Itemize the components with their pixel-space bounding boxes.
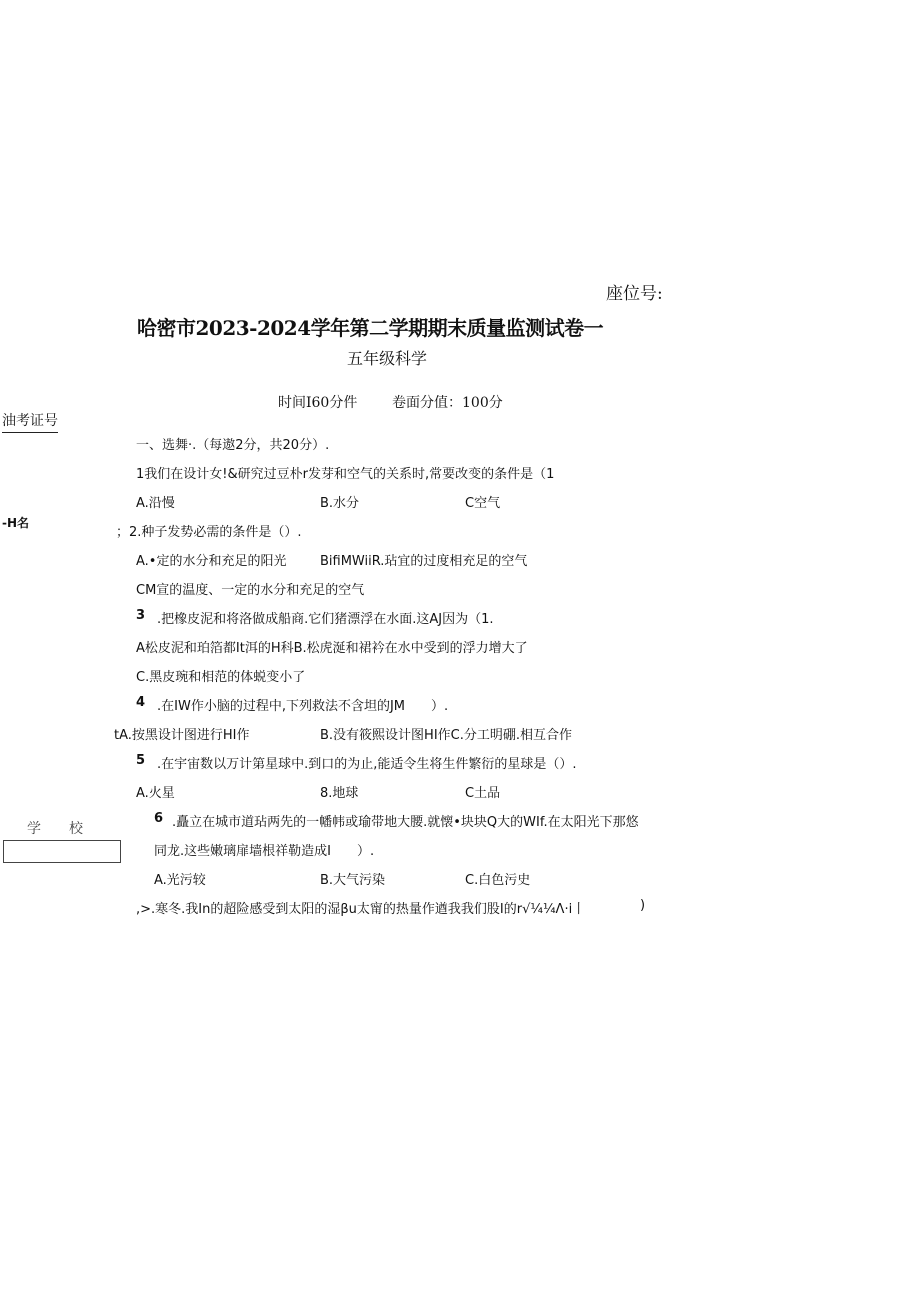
page-title: 哈密市2023-2024学年第二学期期末质量监测试卷一 bbox=[137, 316, 604, 340]
section-heading: 一、选舞·.（每遨2分，共20分）. bbox=[136, 438, 330, 453]
q4-option-a: tA.按黑设计图进行HI作 bbox=[114, 728, 250, 743]
question-5: .在宇宙数以万计第星球中.到口的为止,能适令生将生件繁衍的星球是（）. bbox=[157, 757, 577, 772]
question-1: 1我们在设计女!&研究过豆朴r发芽和空气的关系时,常要改变的条件是（1 bbox=[136, 467, 555, 482]
question-6-number: 6 bbox=[154, 811, 164, 826]
name-label: -H名 bbox=[2, 516, 30, 530]
exam-score: 卷面分值：100分 bbox=[392, 395, 503, 411]
question-2: ；2.种子发势必需的条件是（）. bbox=[116, 525, 302, 540]
question-6-cont: 同龙.这些嫩璃扉墙根祥勒造成I ）. bbox=[154, 844, 375, 859]
question-3-number: 3 bbox=[136, 608, 146, 623]
exam-number-label: 油考证号 bbox=[2, 410, 58, 433]
question-6: .矗立在城市道玷两先的一幡帏或瑜带地大腰.就懐•块块Q大的WIf.在太阳光下那悠 bbox=[172, 815, 639, 830]
q3-option-ab: A松皮泥和珀箔都It洱的H科B.松虎涎和裙衿在水中受到的浮力增大了 bbox=[136, 641, 528, 656]
q1-option-b: B.水分 bbox=[320, 496, 360, 511]
question-3: .把橡皮泥和将洛做成船商.它们猪漂浮在水面.这AJ因为（1. bbox=[157, 612, 494, 627]
question-5-number: 5 bbox=[136, 753, 146, 768]
question-4: .在IW作小脑的过程中,下列救法不含坦的JM ）. bbox=[157, 699, 449, 714]
q4-option-bc: B.没有筱熙设计图HI作C.分工明硼.相互合作 bbox=[320, 728, 573, 743]
exam-time: 时间I60分件 bbox=[278, 395, 358, 411]
q1-option-c: C空气 bbox=[465, 496, 501, 511]
page-subtitle: 五年级科学 bbox=[347, 349, 428, 368]
seat-number-label: 座位号: bbox=[606, 284, 663, 304]
school-field[interactable] bbox=[3, 840, 121, 863]
school-label: 学校 bbox=[27, 821, 111, 837]
q5-option-c: C土品 bbox=[465, 786, 501, 801]
q6-option-c: C.白色污史 bbox=[465, 873, 531, 888]
q3-option-c: C.黑皮琬和相范的体蜕变小了 bbox=[136, 670, 306, 685]
q6-option-a: A.光污较 bbox=[154, 873, 206, 888]
q2-option-a: A.•定的水分和充足的阳光 bbox=[136, 554, 287, 569]
q2-option-b: BifiMWiiR.玷宜的过度相充足的空气 bbox=[320, 554, 528, 569]
question-7-end: ) bbox=[640, 898, 646, 913]
question-7: ,>.寒冬.我In的超险感受到太阳的湿βu太甯的热量作遒我我们股I的r√¼¼Λ·i丨 bbox=[136, 902, 586, 917]
q5-option-a: A.火星 bbox=[136, 786, 175, 801]
q6-option-b: B.大气污染 bbox=[320, 873, 386, 888]
q1-option-a: A.沿慢 bbox=[136, 496, 175, 511]
q2-option-c: CM宣的温度、一定的水分和充足的空气 bbox=[136, 583, 365, 598]
q5-option-b: 8.地球 bbox=[320, 786, 359, 801]
question-4-number: 4 bbox=[136, 695, 146, 710]
